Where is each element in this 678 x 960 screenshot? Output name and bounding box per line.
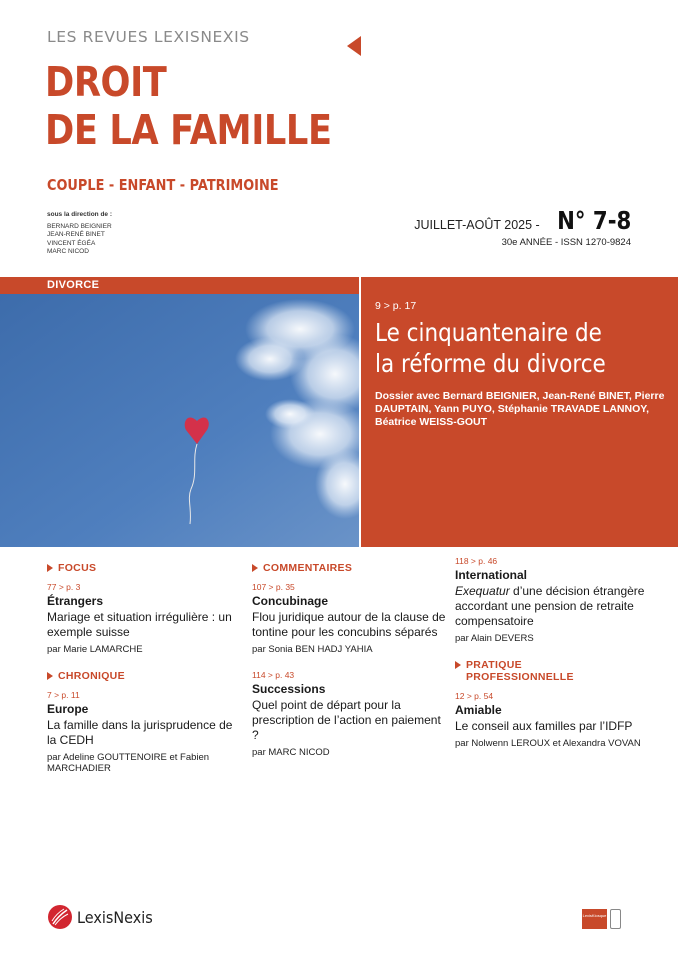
director-name: JEAN-RENÉ BINET [47, 231, 105, 239]
article-keyword: Amiable [455, 702, 502, 717]
article-keyword: Étrangers [47, 594, 104, 608]
balloon-sky-illustration [0, 294, 359, 547]
article-title-italic: Exequatur [455, 584, 510, 598]
article-entry [47, 690, 237, 775]
article-author: par Sonia BEN HADJ YAHIA [252, 644, 373, 655]
section-heading: CHRONIQUE [47, 670, 237, 682]
panel-pointer [347, 36, 361, 56]
article-ref: 7 > p. 11 [47, 689, 80, 700]
headline-line-1: Le cinquantenaire de [375, 318, 602, 347]
lexisnexis-emblem-icon [47, 904, 73, 930]
director-name: MARC NICOD [47, 247, 89, 255]
article-author: par MARC NICOD [252, 746, 330, 758]
logo-wordmark: LexisNexis [77, 907, 153, 927]
article-ref: 114 > p. 43 [252, 669, 295, 680]
issue-info [414, 206, 631, 248]
triangle-bullet-icon [252, 564, 258, 572]
article-author: par Adeline GOUTTENOIRE et Fabien MARCHADIER [47, 751, 210, 774]
directors-lead: sous la direction de : [47, 211, 113, 218]
issue-date: JUILLET-AOÛT 2025 - [414, 218, 540, 232]
column-1 [47, 562, 237, 789]
article-title: Mariage et situation irrégulière : un exemple suisse [47, 610, 232, 639]
section-heading: COMMENTAIRES [252, 562, 447, 574]
triangle-bullet-icon [455, 661, 461, 669]
article-entry [455, 691, 655, 750]
cover-photo [0, 294, 359, 547]
article-title: La famille dans la jurisprudence de la CEDH [47, 717, 233, 747]
feature-description: Dossier avec Bernard BEIGNIER, Jean-René BINET, Pierre DAUPTAIN, Yann PUYO, Stéphanie TRAVADE LANNOY, Béatrice WEISS-GOUT [375, 390, 665, 428]
feature-headline [375, 317, 667, 379]
lexisnexis-logo [47, 904, 161, 930]
tablet-icon [610, 909, 621, 929]
article-ref: 107 > p. 35 [252, 582, 295, 592]
feature-band [0, 277, 678, 547]
kiosk-badge [582, 909, 621, 929]
title-line-2: DE LA FAMILLE [45, 106, 332, 154]
article-author: par Alain DEVERS [455, 633, 534, 644]
director-name: VINCENT ÉGÉA [47, 239, 96, 247]
article-title: Le conseil aux familles par l’IDFP [455, 718, 633, 733]
triangle-bullet-icon [47, 672, 53, 680]
article-keyword: Successions [252, 681, 326, 696]
feature-ref: 9 > p. 17 [375, 300, 417, 312]
triangle-bullet-icon [47, 564, 53, 572]
issue-number: N° 7-8 [556, 206, 631, 235]
article-keyword: Europe [47, 701, 89, 716]
feature-panel [361, 277, 678, 547]
article-entry [252, 670, 447, 759]
article-title-rest: d’une décision étrangère accordant une pension de retraite compensatoire [455, 584, 645, 628]
article-author: par Nolwenn LEROUX et Alexandra VOVAN [455, 737, 641, 749]
article-entry [47, 582, 237, 656]
article-ref: 77 > p. 3 [47, 582, 81, 592]
article-ref: 12 > p. 54 [455, 690, 494, 701]
article-title [455, 584, 655, 629]
issue-year: 30e ANNÉE - ISSN 1270-9824 [501, 237, 631, 248]
directors-block [47, 211, 112, 256]
series-name: LES REVUES LEXISNEXIS [47, 28, 250, 46]
section-heading: FOCUS [47, 562, 237, 574]
article-entry [455, 556, 655, 645]
magazine-subtitle: COUPLE - ENFANT - PATRIMOINE [47, 176, 279, 194]
headline-line-2: la réforme du divorce [375, 349, 606, 378]
article-keyword: International [455, 568, 528, 582]
magazine-title [45, 58, 332, 154]
column-3 [455, 556, 655, 763]
section-heading: PRATIQUE PROFESSIONNELLE [455, 659, 655, 683]
kiosk-badge-label: LexisKiosque [582, 909, 607, 929]
article-ref: 118 > p. 46 [455, 556, 498, 566]
article-entry [252, 582, 447, 656]
title-line-1: DROIT [45, 58, 167, 106]
article-title: Flou juridique autour de la clause de tontine pour les concubins séparés [252, 610, 446, 639]
article-keyword: Concubinage [252, 594, 329, 608]
column-2 [252, 562, 447, 772]
director-name: BERNARD BEIGNIER [47, 223, 112, 231]
article-title: Quel point de départ pour la prescription de l’action en paiement ? [252, 697, 441, 742]
article-author: par Marie LAMARCHE [47, 644, 143, 655]
feature-tag: DIVORCE [0, 277, 359, 294]
